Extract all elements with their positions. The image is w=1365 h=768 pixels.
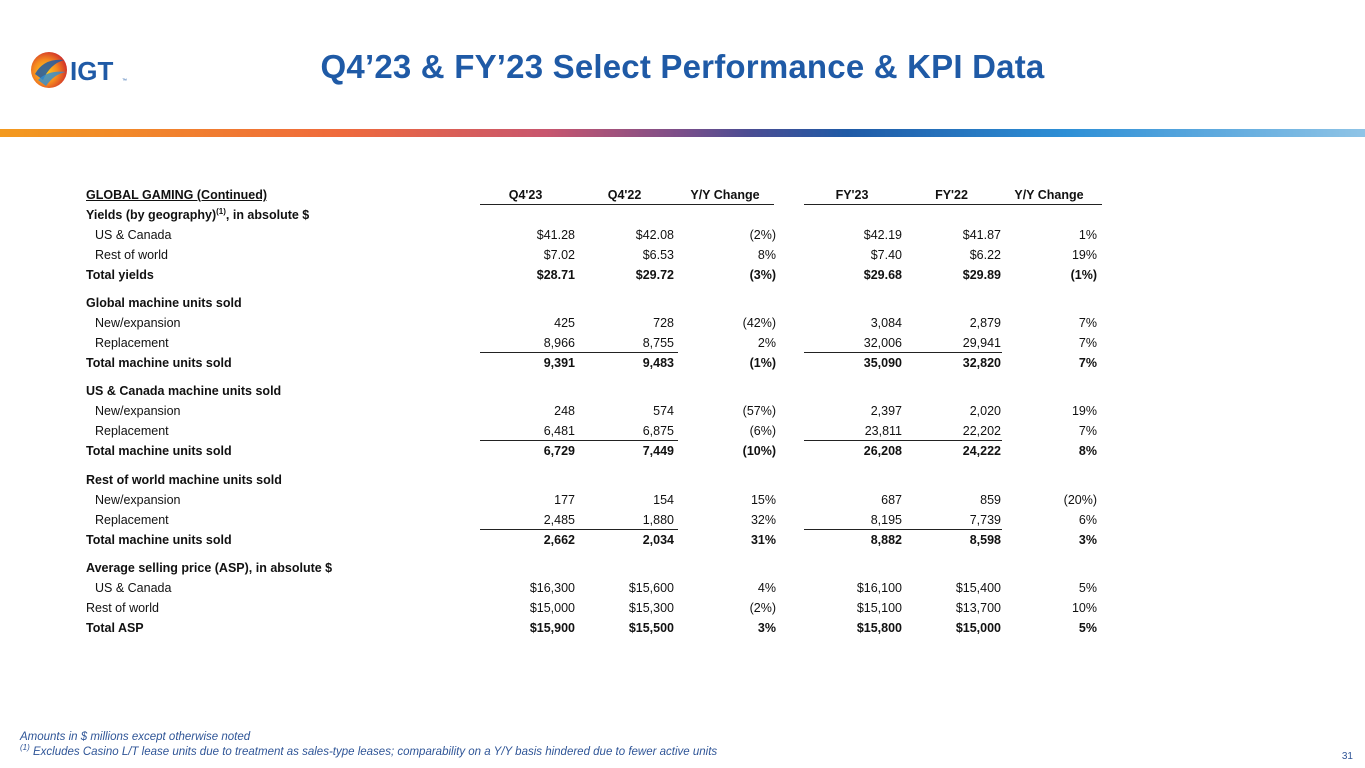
col-q4-22: Q4'22 [607,188,642,202]
cell-q4-23: $28.71 [536,268,575,282]
cell-yy-quarter [674,471,776,489]
cell-fy-23: 2,397 [870,404,902,418]
cell-fy-22 [902,382,1001,400]
row-label: Total machine units sold [86,356,232,370]
cell-yy-quarter: 32% [750,513,776,527]
cell-fy-22 [902,559,1001,577]
row-label: Average selling price (ASP), in absolute $ [86,561,333,575]
table-row [86,511,1106,529]
table-row [86,334,1106,352]
cell-q4-23 [476,294,575,312]
cell-yy-quarter [674,382,776,400]
cell-yy-fy: 10% [1071,601,1097,615]
cell-fy-23: $7.40 [870,248,902,262]
cell-fy-23 [802,382,902,400]
cell-fy-22: 22,202 [962,424,1001,438]
table-row [86,471,1106,489]
logo-tm: ™ [122,78,127,84]
cell-q4-22: $42.08 [635,228,674,242]
cell-yy-fy: 5% [1078,621,1097,635]
cell-fy-22: 859 [980,493,1001,507]
cell-yy-quarter: (42%) [742,316,776,330]
cell-fy-23: 3,084 [870,316,902,330]
cell-q4-22 [575,559,674,577]
cell-yy-quarter: 3% [757,621,776,635]
cell-fy-23: 23,811 [864,424,902,438]
cell-q4-22: $6.53 [642,248,674,262]
yields-heading-row [86,206,1106,224]
table-row [86,619,1106,637]
cell-yy-quarter [674,294,776,312]
cell-fy-22: $15,400 [955,581,1001,595]
page-number: 31 [1341,751,1353,762]
cell-fy-23 [802,471,902,489]
cell-q4-22: 6,875 [642,424,674,438]
cell-q4-22: 154 [653,493,674,507]
cell-yy-fy: 6% [1078,513,1097,527]
cell-q4-22: 9,483 [642,356,674,370]
table-row [86,422,1106,440]
row-label: US & Canada [95,581,172,595]
cell-fy-22: $13,700 [955,601,1001,615]
cell-q4-23: $16,300 [529,581,575,595]
cell-q4-23: $7.02 [543,248,575,262]
cell-q4-22: 2,034 [642,533,674,547]
cell-fy-23 [802,294,902,312]
row-label: Global machine units sold [86,296,242,310]
cell-yy-fy: 19% [1071,248,1097,262]
cell-q4-22: $15,300 [628,601,674,615]
row-label: Rest of world [95,248,168,262]
header-underline-quarter [480,204,774,205]
page-title: Q4’23 & FY’23 Select Performance & KPI Data [320,48,1045,85]
subtotal-rule-fy [804,529,1002,530]
cell-yy-quarter: 2% [757,336,776,350]
logo-text: IGT [70,56,114,86]
cell-fy-23 [802,559,902,577]
cell-q4-23: $41.28 [536,228,575,242]
cell-yy-quarter: (3%) [749,268,776,282]
subtotal-rule-quarter [480,440,678,441]
cell-yy-quarter: (1%) [749,356,776,370]
cell-yy-fy [1001,471,1097,489]
cell-yy-fy: (1%) [1070,268,1097,282]
table-row [86,402,1106,420]
col-q4-23: Q4'23 [508,188,543,202]
row-label: US & Canada [95,228,172,242]
cell-q4-23: $15,900 [529,621,575,635]
cell-fy-22: $41.87 [962,228,1001,242]
cell-fy-23: $16,100 [856,581,902,595]
cell-fy-22: 7,739 [969,513,1001,527]
cell-yy-fy: 3% [1078,533,1097,547]
cell-fy-22: $15,000 [955,621,1001,635]
row-label: Total machine units sold [86,533,232,547]
cell-q4-22: 574 [653,404,674,418]
table-row [86,442,1106,460]
cell-fy-23: $29.68 [863,268,902,282]
cell-yy-fy: (20%) [1063,493,1097,507]
col-fy-22: FY'22 [935,188,968,202]
subtotal-rule-quarter [480,529,678,530]
cell-fy-23: 32,006 [863,336,902,350]
cell-yy-fy: 8% [1078,444,1097,458]
table-row [86,246,1106,264]
cell-q4-23: 248 [554,404,575,418]
cell-q4-22: 8,755 [642,336,674,350]
cell-yy-quarter: (2%) [749,601,776,615]
cell-fy-22: 2,020 [969,404,1001,418]
table-row [86,226,1106,244]
table-row [86,599,1106,617]
cell-fy-23: 8,195 [870,513,902,527]
cell-fy-22 [902,294,1001,312]
row-label: Total ASP [86,621,144,635]
cell-yy-quarter [674,559,776,577]
row-label: New/expansion [95,316,181,330]
cell-q4-22 [575,382,674,400]
cell-fy-22: 24,222 [962,444,1001,458]
cell-q4-22 [575,471,674,489]
row-label: Total yields [86,268,154,282]
row-label: Rest of world [86,601,159,615]
yields-heading: Yields (by geography)$^{(1)}$, in absolute $ [86,206,310,222]
cell-yy-fy: 5% [1078,581,1097,595]
table-row [86,579,1106,597]
table-row [86,266,1106,284]
cell-q4-22 [575,294,674,312]
cell-fy-23: $42.19 [863,228,902,242]
cell-q4-22: 1,880 [642,513,674,527]
cell-q4-23 [476,559,575,577]
cell-yy-fy: 7% [1078,424,1097,438]
cell-q4-22: $29.72 [635,268,674,282]
table-row [86,559,1106,577]
cell-q4-22: 728 [653,316,674,330]
row-label: Total machine units sold [86,444,232,458]
col-fy-23: FY'23 [835,188,869,202]
row-label: Replacement [95,424,169,438]
cell-yy-fy: 7% [1078,316,1097,330]
table-row [86,382,1106,400]
cell-fy-22 [902,471,1001,489]
cell-yy-quarter: 31% [750,533,776,547]
cell-fy-23: $15,800 [856,621,902,635]
cell-yy-quarter: (57%) [742,404,776,418]
cell-fy-22: $6.22 [969,248,1001,262]
row-label: Replacement [95,336,169,350]
table-header-row [86,186,1106,204]
cell-q4-23 [476,382,575,400]
cell-q4-23 [476,471,575,489]
cell-q4-23: 8,966 [543,336,575,350]
table-row [86,294,1106,312]
cell-yy-quarter: 15% [750,493,776,507]
cell-yy-quarter: (10%) [742,444,776,458]
table-row [86,491,1106,509]
cell-q4-23: $15,000 [529,601,575,615]
cell-q4-23: 2,485 [543,513,575,527]
cell-yy-quarter: 4% [757,581,776,595]
cell-yy-quarter: (2%) [749,228,776,242]
cell-fy-23: 26,208 [863,444,902,458]
cell-q4-22: 7,449 [642,444,674,458]
cell-q4-22: $15,600 [628,581,674,595]
cell-fy-22: $29.89 [962,268,1001,282]
cell-yy-fy: 7% [1078,356,1097,370]
cell-fy-22: 29,941 [962,336,1001,350]
subtotal-rule-fy [804,440,1002,441]
row-label: New/expansion [95,404,181,418]
table-row [86,354,1106,372]
subtotal-rule-fy [804,352,1002,353]
cell-yy-fy [1001,382,1097,400]
table-row [86,314,1106,332]
cell-fy-22: 2,879 [969,316,1001,330]
col-yy-quarter: Y/Y Change [690,188,760,202]
cell-fy-22: 8,598 [969,533,1001,547]
col-yy-fy: Y/Y Change [1014,188,1084,202]
row-label: Rest of world machine units sold [86,473,282,487]
cell-yy-quarter: 8% [757,248,776,262]
row-label: Replacement [95,513,169,527]
cell-q4-22: $15,500 [628,621,674,635]
footnote-1: $^{(1)}$ Excludes Casino L/T lease units due to treatment as sales-type leases; comparability on a Y/Y basis hindered due to fewer active units [20,743,718,758]
cell-fy-23: $15,100 [856,601,902,615]
subtotal-rule-quarter [480,352,678,353]
cell-q4-23: 9,391 [543,356,575,370]
cell-yy-fy: 7% [1078,336,1097,350]
cell-q4-23: 6,729 [543,444,575,458]
cell-fy-23: 8,882 [870,533,902,547]
section-heading: GLOBAL GAMING (Continued) [86,188,267,202]
cell-yy-fy: 1% [1078,228,1097,242]
table-row [86,531,1106,549]
cell-q4-23: 2,662 [543,533,575,547]
cell-q4-23: 6,481 [543,424,575,438]
cell-yy-fy [1001,294,1097,312]
cell-yy-fy: 19% [1071,404,1097,418]
row-label: US & Canada machine units sold [86,384,282,398]
cell-q4-23: 177 [554,493,575,507]
cell-fy-23: 687 [881,493,902,507]
cell-fy-22: 32,820 [962,356,1001,370]
brand-gradient-band [0,129,1365,137]
cell-yy-fy [1001,559,1097,577]
cell-fy-23: 35,090 [863,356,902,370]
row-label: New/expansion [95,493,181,507]
cell-yy-quarter: (6%) [749,424,776,438]
header-underline-fy [804,204,1102,205]
footnote-amounts: Amounts in $ millions except otherwise noted [20,731,251,743]
cell-q4-23: 425 [554,316,575,330]
